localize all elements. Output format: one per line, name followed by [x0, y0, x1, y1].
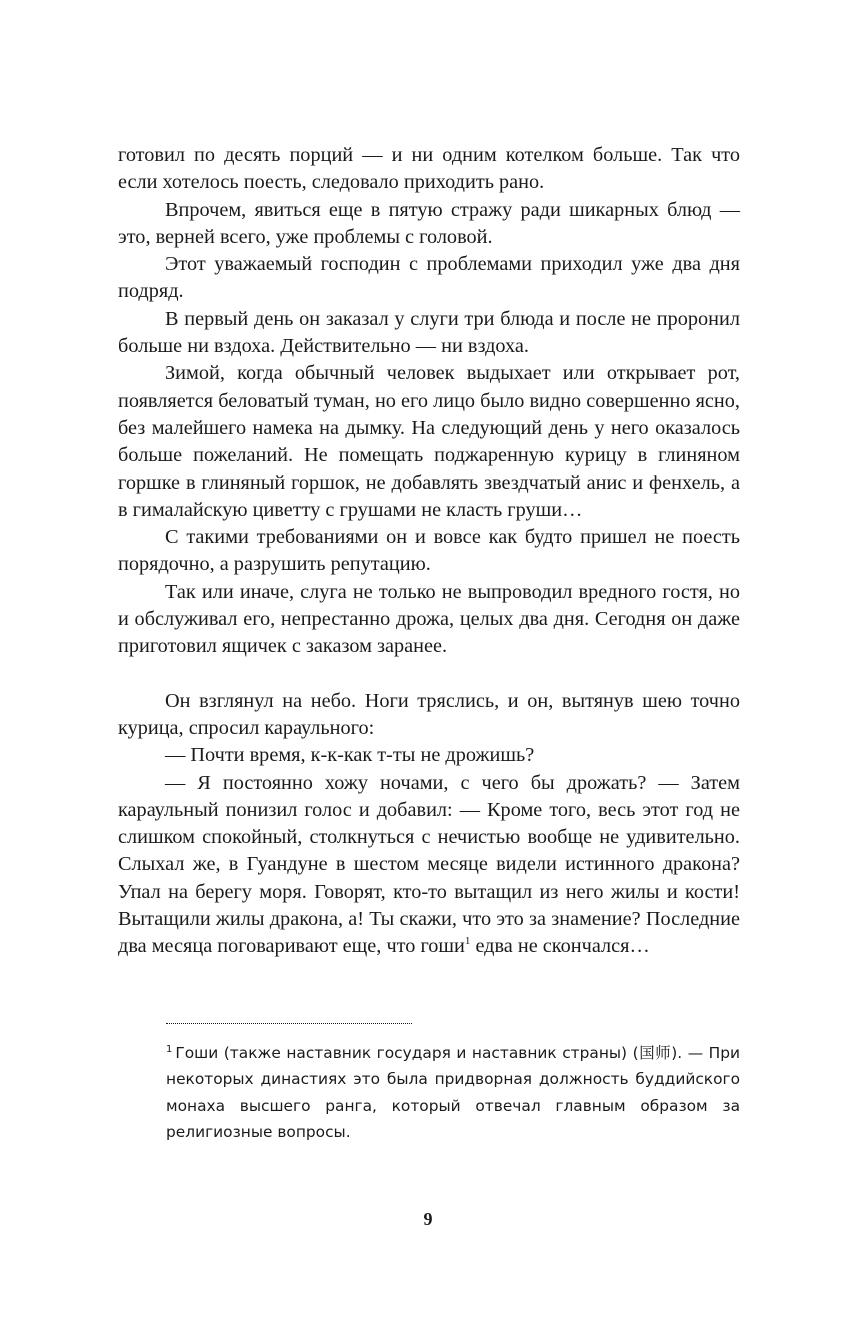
paragraph: Зимой, когда обычный человек выдыхает или открывает рот, появляется беловатый туман, но его лицо было видно совершенно ясно, без малейшего намека на дымку. На следующий день у него оказалось больше пожеланий. Не помещать поджаренную курицу в глиняном горшке в глиняный горшок, не добавлять звездчатый анис и фенхель, а в гималайскую циветту с грушами не класть груши…	[118, 362, 740, 521]
paragraph: С такими требованиями он и вовсе как будто пришел не поесть порядочно, а разрушить репутацию.	[118, 526, 740, 576]
paragraph-with-footnote	[118, 770, 740, 961]
paragraph-text: — Я постоянно хожу ночами, с чего бы дрожать? — Затем караульный понизил голос и добавил: — Кроме того, весь этот год не слишком спокойный, столкнуться с нечистью вообще не удивительно. Слыхал же, в Гуандуне в шестом месяце видели истинного дракона? Упал на берегу моря. Говорят, кто-то вытащил из него жилы и кости! Вытащили жилы дракона, а! Ты скажи, что это за знамение? Последние два месяца поговаривают еще, что гоши	[118, 771, 740, 958]
paragraph-tail: едва не скончался…	[470, 935, 650, 958]
paragraph: Впрочем, явиться еще в пятую стражу ради шикарных блюд — это, верней всего, уже проблемы с головой.	[118, 198, 740, 248]
paragraph: — Почти время, к-к-как т-ты не дрожишь?	[165, 744, 535, 767]
paragraph: Так или иначе, слуга не только не выпроводил вредного гостя, но и обслуживал его, непрестанно дрожа, целых два дня. Сегодня он даже приготовил ящичек с заказом заранее.	[118, 580, 740, 658]
main-text	[118, 142, 740, 961]
page-number: 9	[423, 1209, 433, 1229]
page-body	[118, 142, 740, 961]
paragraph: В первый день он заказал у слуги три блюда и после не проронил больше ни вздоха. Действительно — ни вздоха.	[118, 307, 740, 358]
paragraph: готовил по десять порций — и ни одним котелком больше. Так что если хотелось поесть, следовало приходить рано.	[118, 144, 740, 194]
footnote-reference: 1	[464, 935, 471, 948]
paragraph: Он взглянул на небо. Ноги тряслись, и он, вытянув шею точно курица, спросил караульного:	[118, 689, 740, 739]
footnote-text: Гоши (также наставник государя и наставник страны) (国师). — При некоторых династиях это была придворная должность буддийского монаха высшего ранга, который отвечал главным образом за религиозные вопросы.	[166, 1044, 740, 1141]
footnote	[166, 1040, 740, 1145]
footnote-separator	[166, 1023, 412, 1024]
paragraph: Этот уважаемый господин с проблемами приходил уже два дня подряд.	[118, 253, 740, 303]
footnote-number: 1	[166, 1044, 173, 1055]
